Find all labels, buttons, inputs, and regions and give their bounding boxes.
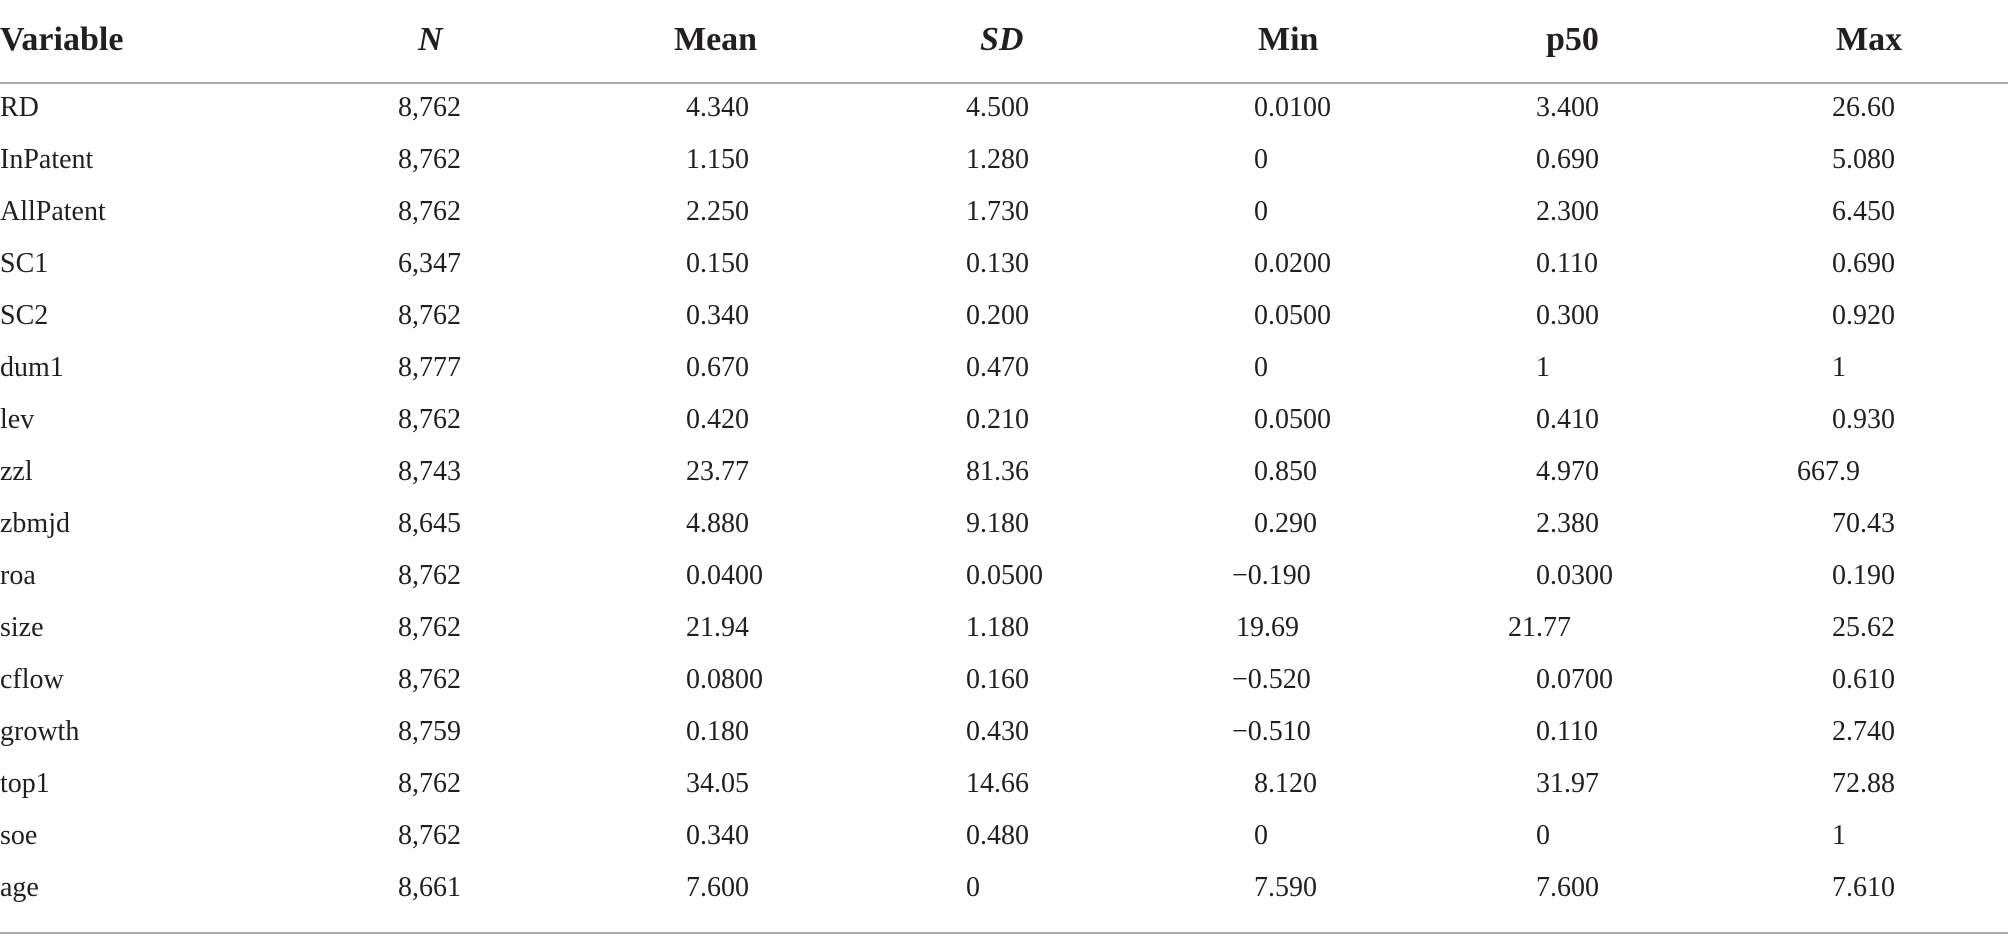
variable-name-cell: age [0, 872, 39, 903]
value-cell: 2.250 [686, 196, 749, 227]
value-cell: 1.150 [686, 144, 749, 175]
value-cell: 4.970 [1536, 456, 1599, 487]
value-cell: 8,762 [398, 820, 461, 851]
value-cell: 0.690 [1536, 144, 1599, 175]
value-cell: 0.920 [1832, 300, 1895, 331]
value-cell: 0.180 [686, 716, 749, 747]
value-cell: 25.62 [1832, 612, 1895, 643]
value-cell: 21.94 [686, 612, 749, 643]
value-cell: 0 [1254, 196, 1268, 227]
table-row [0, 342, 2008, 394]
value-cell: 8,762 [398, 92, 461, 123]
value-cell: 0 [1536, 820, 1550, 851]
variable-name-cell: growth [0, 716, 80, 747]
table-row [0, 290, 2008, 342]
value-cell: 8,743 [398, 456, 461, 487]
value-cell: 8,759 [398, 716, 461, 747]
value-cell: 0 [1254, 144, 1268, 175]
value-cell: 0.610 [1832, 664, 1895, 695]
table-row [0, 82, 2008, 134]
value-cell: 0 [1254, 352, 1268, 383]
column-header-p50: p50 [1546, 21, 1599, 58]
value-cell: 0.190 [1832, 560, 1895, 591]
value-cell: 0.850 [1254, 456, 1317, 487]
value-cell: 8,762 [398, 300, 461, 331]
column-header-variable: Variable [0, 21, 124, 58]
value-cell: 0.200 [966, 300, 1029, 331]
value-cell: 0.210 [966, 404, 1029, 435]
value-cell: 6,347 [398, 248, 461, 279]
table-header-row [0, 0, 2008, 84]
value-cell: 23.77 [686, 456, 749, 487]
value-cell: −0.510 [1232, 716, 1311, 747]
value-cell: 4.340 [686, 92, 749, 123]
value-cell: 26.60 [1832, 92, 1895, 123]
value-cell: 8,762 [398, 404, 461, 435]
value-cell: 0.130 [966, 248, 1029, 279]
value-cell: 8,762 [398, 196, 461, 227]
variable-name-cell: roa [0, 560, 36, 591]
variable-name-cell: SC2 [0, 300, 49, 331]
value-cell: 14.66 [966, 768, 1029, 799]
value-cell: 0.420 [686, 404, 749, 435]
value-cell: 8.120 [1254, 768, 1317, 799]
table-row [0, 394, 2008, 446]
value-cell: 0.290 [1254, 508, 1317, 539]
table-row [0, 186, 2008, 238]
variable-name-cell: soe [0, 820, 38, 851]
variable-name-cell: InPatent [0, 144, 94, 175]
value-cell: 2.740 [1832, 716, 1895, 747]
table-row [0, 446, 2008, 498]
value-cell: 4.500 [966, 92, 1029, 123]
value-cell: 21.77 [1508, 612, 1571, 643]
value-cell: 7.610 [1832, 872, 1895, 903]
value-cell: 0.430 [966, 716, 1029, 747]
value-cell: 5.080 [1832, 144, 1895, 175]
variable-name-cell: zbmjd [0, 508, 70, 539]
value-cell: 1.280 [966, 144, 1029, 175]
table-row [0, 238, 2008, 290]
table-row [0, 550, 2008, 602]
value-cell: 1 [1536, 352, 1550, 383]
value-cell: 8,762 [398, 612, 461, 643]
value-cell: 81.36 [966, 456, 1029, 487]
value-cell: 0.0400 [686, 560, 763, 591]
value-cell: 7.600 [1536, 872, 1599, 903]
table-bottom-rule [0, 932, 2008, 934]
value-cell: 0.670 [686, 352, 749, 383]
value-cell: 1 [1832, 820, 1846, 851]
value-cell: 3.400 [1536, 92, 1599, 123]
value-cell: 0.110 [1536, 716, 1598, 747]
value-cell: 8,762 [398, 664, 461, 695]
table-row [0, 498, 2008, 550]
variable-name-cell: SC1 [0, 248, 49, 279]
value-cell: 0.930 [1832, 404, 1895, 435]
table-row [0, 862, 2008, 914]
variable-name-cell: lev [0, 404, 35, 435]
value-cell: 31.97 [1536, 768, 1599, 799]
value-cell: 0.0500 [966, 560, 1043, 591]
value-cell: 0.340 [686, 820, 749, 851]
value-cell: 0.480 [966, 820, 1029, 851]
value-cell: 7.600 [686, 872, 749, 903]
value-cell: 2.300 [1536, 196, 1599, 227]
value-cell: 0.110 [1536, 248, 1598, 279]
value-cell: 8,777 [398, 352, 461, 383]
value-cell: 0.0500 [1254, 404, 1331, 435]
table-row [0, 810, 2008, 862]
value-cell: −0.520 [1232, 664, 1311, 695]
column-header-n: N [418, 21, 443, 58]
value-cell: 70.43 [1832, 508, 1895, 539]
variable-name-cell: cflow [0, 664, 64, 695]
variable-name-cell: zzl [0, 456, 33, 487]
value-cell: 0.0100 [1254, 92, 1331, 123]
value-cell: 7.590 [1254, 872, 1317, 903]
value-cell: 0.470 [966, 352, 1029, 383]
value-cell: 0 [1254, 820, 1268, 851]
variable-name-cell: size [0, 612, 44, 643]
value-cell: 8,762 [398, 560, 461, 591]
value-cell: 0.0300 [1536, 560, 1613, 591]
value-cell: 1.180 [966, 612, 1029, 643]
value-cell: 0.300 [1536, 300, 1599, 331]
value-cell: 0.410 [1536, 404, 1599, 435]
value-cell: 1.730 [966, 196, 1029, 227]
value-cell: 0.160 [966, 664, 1029, 695]
variable-name-cell: dum1 [0, 352, 64, 383]
column-header-sd: SD [980, 21, 1024, 58]
table-row [0, 706, 2008, 758]
value-cell: 0.0700 [1536, 664, 1613, 695]
value-cell: 0 [966, 872, 980, 903]
value-cell: −0.190 [1232, 560, 1311, 591]
value-cell: 0.340 [686, 300, 749, 331]
value-cell: 667.9 [1797, 456, 1860, 487]
table-row [0, 654, 2008, 706]
value-cell: 0.150 [686, 248, 749, 279]
value-cell: 19.69 [1236, 612, 1299, 643]
table-row [0, 758, 2008, 810]
value-cell: 4.880 [686, 508, 749, 539]
value-cell: 8,762 [398, 768, 461, 799]
table-row [0, 602, 2008, 654]
value-cell: 0.690 [1832, 248, 1895, 279]
value-cell: 8,661 [398, 872, 461, 903]
value-cell: 9.180 [966, 508, 1029, 539]
variable-name-cell: top1 [0, 768, 50, 799]
value-cell: 1 [1832, 352, 1846, 383]
value-cell: 0.0200 [1254, 248, 1331, 279]
value-cell: 0.0500 [1254, 300, 1331, 331]
value-cell: 6.450 [1832, 196, 1895, 227]
column-header-max: Max [1836, 21, 1903, 58]
variable-name-cell: RD [0, 92, 39, 123]
value-cell: 2.380 [1536, 508, 1599, 539]
variable-name-cell: AllPatent [0, 196, 106, 227]
column-header-mean: Mean [674, 21, 758, 58]
value-cell: 72.88 [1832, 768, 1895, 799]
table-row [0, 134, 2008, 186]
value-cell: 34.05 [686, 768, 749, 799]
value-cell: 8,645 [398, 508, 461, 539]
value-cell: 8,762 [398, 144, 461, 175]
column-header-min: Min [1258, 21, 1319, 58]
value-cell: 0.0800 [686, 664, 763, 695]
